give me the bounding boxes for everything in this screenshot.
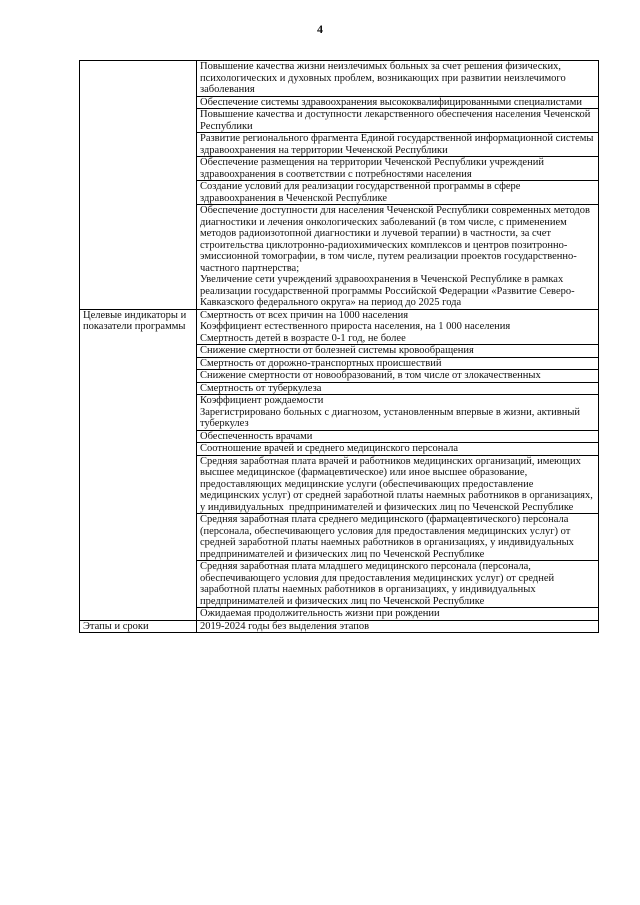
section-item: Развитие регионального фрагмента Единой государственной информационной системы здравоохранения на территории Чеченской Республики (197, 133, 599, 157)
section-label (80, 61, 197, 310)
section-item: Снижение смертности от болезней системы кровообращения (197, 345, 599, 358)
section-item: Средняя заработная плата врачей и работников медицинских организаций, имеющих высшее медицинское (фармацевтическое) или иное высшее образование, предоставляющих медицинские услуги (обеспечивающих предоставление медицинских услуг) от средней заработной платы наемных работников в организациях, у индивидуальных предпринимателей и физических лиц по Чеченской Республике (197, 455, 599, 514)
section-item: Обеспечение системы здравоохранения высококвалифицированными специалистами (197, 96, 599, 109)
section-item: Снижение смертности от новообразований, в том числе от злокачественных (197, 370, 599, 383)
section-item: Коэффициент рождаемости Зарегистрировано больных с диагнозом, установленным впервые в жизни, активный туберкулез (197, 395, 599, 431)
section-label: Целевые индикаторы и показатели программы (80, 309, 197, 620)
section-item: Создание условий для реализации государственной программы в сфере здравоохранения в Чеченской Республике (197, 181, 599, 205)
table-row (80, 620, 599, 633)
section-item: Смертность от туберкулеза (197, 382, 599, 395)
section-item: Обеспеченность врачами (197, 430, 599, 443)
page-number: 4 (317, 22, 323, 36)
section-item: Смертность от всех причин на 1000 населения Коэффициент естественного прироста населения, на 1 000 населения Смертность детей в возрасте 0-1 год, не более (197, 309, 599, 345)
section-item: Ожидаемая продолжительность жизни при рождении (197, 608, 599, 621)
section-item: Повышение качества и доступности лекарственного обеспечения населения Чеченской Республики (197, 109, 599, 133)
section-item: Средняя заработная плата среднего медицинского (фармацевтического) персонала (персонала, обеспечивающего условия для предоставления медицинских услуг) от средней заработной платы наемных работников в организациях, у индивидуальных предпринимателей и физических лиц по Чеченской Республике (197, 514, 599, 561)
program-passport-table (79, 60, 599, 633)
section-item: Средняя заработная плата младшего медицинского персонала (персонала, обеспечивающего условия для предоставления медицинских услуг) от средней заработной платы наемных работников в организациях, у индивидуальных предпринимателей и физических лиц по Чеченской Республике (197, 561, 599, 608)
section-item: Соотношение врачей и среднего медицинского персонала (197, 443, 599, 456)
section-label: Этапы и сроки (80, 620, 197, 633)
section-item: Обеспечение размещения на территории Чеченской Республики учреждений здравоохранения в соответствии с потребностями населения (197, 157, 599, 181)
section-item: Обеспечение доступности для населения Чеченской Республики современных методов диагностики и лечения онкологических заболеваний (в том числе, с применением методов радиоизотопной диагностики и лучевой терапии) в частности, за счет строительства циклотронно-радиохимических комплексов и центров позитронно-эмиссионной томографии, в том числе, путем реализации проектов государственно-частного партнерства; Увеличение сети учреждений здравоохранения в Чеченской Республике в рамках реализации государственной программы Российской Федерации «Развитие Северо-Кавказского федерального округа» на период до 2025 года (197, 205, 599, 310)
section-item: Смертность от дорожно-транспортных происшествий (197, 357, 599, 370)
section-item: Повышение качества жизни неизлечимых больных за счет решения физических, психологических и духовных проблем, возникающих при развитии неизлечимого заболевания (197, 61, 599, 97)
table-row (80, 61, 599, 97)
section-item: 2019-2024 годы без выделения этапов (197, 620, 599, 633)
table-row (80, 309, 599, 345)
